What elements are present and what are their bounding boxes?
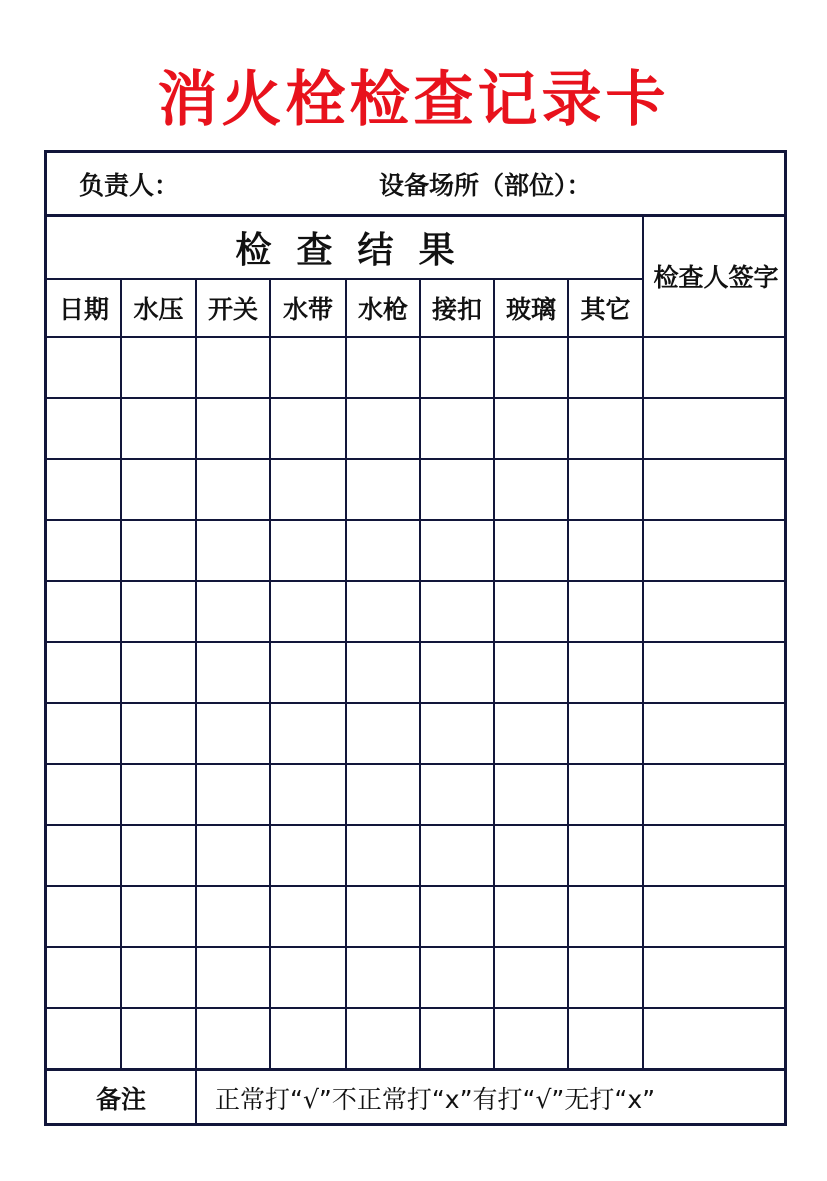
table-cell[interactable] <box>346 398 420 459</box>
table-cell[interactable] <box>494 398 568 459</box>
table-cell[interactable] <box>121 642 196 703</box>
column-header: 水带 <box>282 295 333 324</box>
table-cell[interactable] <box>47 947 121 1008</box>
table-cell[interactable] <box>494 703 568 764</box>
table-cell[interactable] <box>568 947 643 1008</box>
table-cell[interactable] <box>568 1008 643 1069</box>
table-cell[interactable] <box>47 642 121 703</box>
table-cell[interactable] <box>346 642 420 703</box>
table-cell[interactable] <box>121 703 196 764</box>
table-cell[interactable] <box>47 703 121 764</box>
responsible-label: 负责人： <box>79 171 180 200</box>
table-cell[interactable] <box>568 398 643 459</box>
column-header: 日期 <box>58 295 109 324</box>
table-cell[interactable] <box>346 703 420 764</box>
table-cell[interactable] <box>270 581 346 642</box>
grid-line <box>47 641 784 643</box>
grid-line <box>47 580 784 582</box>
table-cell[interactable] <box>47 398 121 459</box>
table-cell[interactable] <box>346 947 420 1008</box>
inspection-table <box>44 150 787 1126</box>
table-cell[interactable] <box>346 581 420 642</box>
table-cell[interactable] <box>196 825 270 886</box>
grid-line <box>47 458 784 460</box>
grid-line <box>493 279 495 1069</box>
table-cell[interactable] <box>494 337 568 398</box>
grid-line <box>195 1069 197 1123</box>
table-cell[interactable] <box>47 825 121 886</box>
grid-line <box>47 519 784 521</box>
grid-line <box>47 336 784 338</box>
table-cell[interactable] <box>121 398 196 459</box>
grid-line <box>47 946 784 948</box>
grid-line <box>269 279 271 1069</box>
table-cell[interactable] <box>121 520 196 581</box>
table-cell[interactable] <box>643 581 787 642</box>
column-header: 玻璃 <box>505 295 556 324</box>
grid-line <box>419 279 421 1069</box>
table-cell[interactable] <box>420 581 494 642</box>
table-cell[interactable] <box>643 642 787 703</box>
column-header: 水压 <box>133 295 184 324</box>
table-cell[interactable] <box>494 642 568 703</box>
table-cell[interactable] <box>568 703 643 764</box>
table-cell[interactable] <box>47 337 121 398</box>
table-cell[interactable] <box>494 1008 568 1069</box>
table-cell[interactable] <box>346 520 420 581</box>
table-cell[interactable] <box>494 764 568 825</box>
column-header: 开关 <box>207 295 258 324</box>
grid-line <box>642 215 644 1069</box>
table-cell[interactable] <box>420 947 494 1008</box>
table-cell[interactable] <box>568 459 643 520</box>
table-cell[interactable] <box>494 825 568 886</box>
table-cell[interactable] <box>346 1008 420 1069</box>
grid-line <box>47 397 784 399</box>
table-cell[interactable] <box>420 398 494 459</box>
table-cell[interactable] <box>196 337 270 398</box>
table-cell[interactable] <box>568 520 643 581</box>
page-title: 消火栓检查记录卡 <box>157 65 670 135</box>
table-cell[interactable] <box>346 337 420 398</box>
table-cell[interactable] <box>346 825 420 886</box>
column-header: 接扣 <box>431 295 482 324</box>
grid-line <box>47 1068 784 1071</box>
table-cell[interactable] <box>494 886 568 947</box>
table-cell[interactable] <box>196 703 270 764</box>
table-cell[interactable] <box>346 886 420 947</box>
table-cell[interactable] <box>643 398 787 459</box>
table-cell[interactable] <box>420 764 494 825</box>
table-cell[interactable] <box>196 459 270 520</box>
table-cell[interactable] <box>270 886 346 947</box>
remarks-label: 备注 <box>95 1084 146 1114</box>
table-cell[interactable] <box>420 337 494 398</box>
table-cell[interactable] <box>643 703 787 764</box>
grid-line <box>47 763 784 765</box>
table-cell[interactable] <box>643 886 787 947</box>
table-cell[interactable] <box>494 459 568 520</box>
table-cell[interactable] <box>643 520 787 581</box>
table-cell[interactable] <box>47 886 121 947</box>
table-cell[interactable] <box>196 947 270 1008</box>
table-cell[interactable] <box>420 1008 494 1069</box>
table-cell[interactable] <box>643 459 787 520</box>
table-cell[interactable] <box>196 581 270 642</box>
table-cell[interactable] <box>47 581 121 642</box>
grid-line <box>195 279 197 1069</box>
location-label: 设备场所（部位）： <box>379 171 592 200</box>
table-cell[interactable] <box>47 764 121 825</box>
table-cell[interactable] <box>47 459 121 520</box>
result-header: 检 查 结 果 <box>235 229 455 271</box>
table-cell[interactable] <box>121 764 196 825</box>
grid-line <box>345 279 347 1069</box>
table-cell[interactable] <box>270 398 346 459</box>
table-cell[interactable] <box>121 825 196 886</box>
table-cell[interactable] <box>568 337 643 398</box>
table-cell[interactable] <box>643 337 787 398</box>
table-cell[interactable] <box>420 703 494 764</box>
column-header: 其它 <box>580 295 631 324</box>
table-cell[interactable] <box>568 886 643 947</box>
table-cell[interactable] <box>643 947 787 1008</box>
table-cell[interactable] <box>420 459 494 520</box>
table-cell[interactable] <box>196 1008 270 1069</box>
table-cell[interactable] <box>494 520 568 581</box>
table-cell[interactable] <box>420 886 494 947</box>
table-cell[interactable] <box>270 825 346 886</box>
table-cell[interactable] <box>568 581 643 642</box>
table-cell[interactable] <box>196 764 270 825</box>
table-cell[interactable] <box>420 825 494 886</box>
table-cell[interactable] <box>270 947 346 1008</box>
table-cell[interactable] <box>270 642 346 703</box>
table-cell[interactable] <box>121 337 196 398</box>
table-cell[interactable] <box>346 459 420 520</box>
table-cell[interactable] <box>270 459 346 520</box>
table-cell[interactable] <box>196 520 270 581</box>
table-cell[interactable] <box>494 947 568 1008</box>
table-cell[interactable] <box>494 581 568 642</box>
table-cell[interactable] <box>270 520 346 581</box>
grid-line <box>47 702 784 704</box>
grid-line <box>47 214 784 217</box>
grid-line <box>120 279 122 1069</box>
grid-line <box>47 1007 784 1009</box>
table-cell[interactable] <box>196 398 270 459</box>
table-cell[interactable] <box>47 520 121 581</box>
table-cell[interactable] <box>270 703 346 764</box>
table-cell[interactable] <box>121 886 196 947</box>
remarks-text: 正常打“√”不正常打“x”有打“√”无打“x” <box>215 1084 656 1114</box>
grid-line <box>47 824 784 826</box>
table-cell[interactable] <box>121 581 196 642</box>
table-cell[interactable] <box>643 825 787 886</box>
table-cell[interactable] <box>643 1008 787 1069</box>
table-cell[interactable] <box>121 1008 196 1069</box>
table-cell[interactable] <box>420 642 494 703</box>
table-cell[interactable] <box>346 764 420 825</box>
table-cell[interactable] <box>568 642 643 703</box>
table-cell[interactable] <box>270 764 346 825</box>
grid-line <box>567 279 569 1069</box>
table-cell[interactable] <box>643 764 787 825</box>
table-cell[interactable] <box>121 947 196 1008</box>
table-cell[interactable] <box>121 459 196 520</box>
table-cell[interactable] <box>420 520 494 581</box>
grid-line <box>47 885 784 887</box>
table-cell[interactable] <box>270 1008 346 1069</box>
table-cell[interactable] <box>568 825 643 886</box>
column-header: 水枪 <box>357 295 408 324</box>
table-cell[interactable] <box>568 764 643 825</box>
table-cell[interactable] <box>196 886 270 947</box>
table-cell[interactable] <box>196 642 270 703</box>
table-cell[interactable] <box>270 337 346 398</box>
signature-header: 检查人签字 <box>653 263 779 292</box>
table-cell[interactable] <box>47 1008 121 1069</box>
